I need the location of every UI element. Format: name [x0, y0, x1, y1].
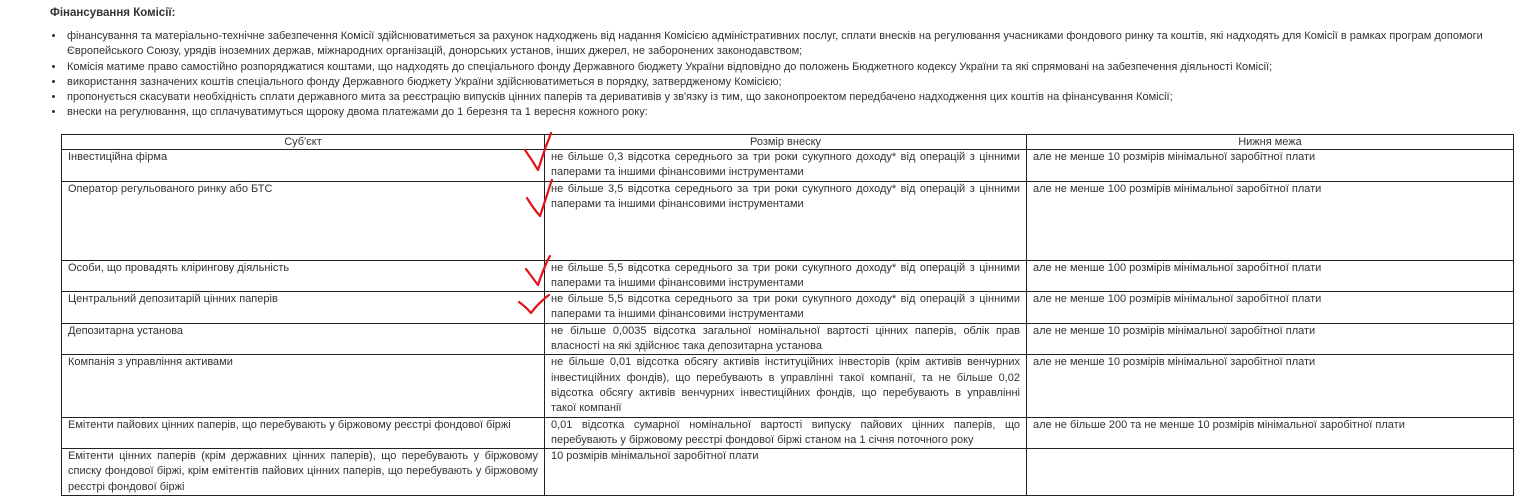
fees-table [61, 134, 1514, 496]
table-row [62, 417, 1514, 449]
table-row [62, 292, 1514, 324]
table-row [62, 150, 1514, 182]
cell-min: але не менше 100 розмірів мінімальної заробітної плати [1027, 181, 1514, 260]
cell-min [1027, 449, 1514, 496]
table-row [62, 181, 1514, 260]
bullet-item: • Комісія матиме право самостійно розпоряджатися коштами, що надходять до спеціального фонду Державного бюджету України відповідно до положень Бюджетного кодексу України та які спрямовані на забезпечення діяльності Комісії; [65, 60, 1495, 75]
cell-subject: Центральний депозитарій цінних паперів [62, 292, 545, 324]
cell-min: але не більше 200 та не менше 10 розмірів мінімальної заробітної плати [1027, 417, 1514, 449]
cell-subject: Депозитарна установа [62, 323, 545, 355]
table-header-row [62, 135, 1514, 150]
cell-fee: не більше 5,5 відсотка середнього за три роки сукупного доходу* від операцій з цінними паперами та іншими фінансовими інструментами [545, 292, 1027, 324]
cell-fee: не більше 0,01 відсотка обсягу активів інституційних інвесторів (крім активів венчурних інвестиційних фондів), що перебувають в управлінні такої компанії, та не більше 0,02 відсотка обсягу активів венчурних інвестиційних фондів, що перебувають в управлінні такої компанії [545, 355, 1027, 417]
table-row [62, 449, 1514, 496]
section-heading: Фінансування Комісії: [50, 7, 176, 19]
cell-fee: не більше 5,5 відсотка середнього за три роки сукупного доходу* від операцій з цінними паперами та іншими фінансовими інструментами [545, 260, 1027, 292]
header-min: Нижня межа [1027, 135, 1514, 150]
bullet-item: • внески на регулювання, що сплачуватимуться щороку двома платежами до 1 березня та 1 вересня кожного року: [65, 105, 1495, 120]
cell-subject: Емітенти пайових цінних паперів, що перебувають у біржовому реєстрі фондової біржі [62, 417, 545, 449]
bullet-item: • використання зазначених коштів спеціального фонду Державного бюджету України здійснюватиметься в порядку, затвердженому Комісією; [65, 75, 1495, 90]
cell-fee: не більше 0,0035 відсотка загальної номінальної вартості цінних паперів, облік прав власності на які здійснює така депозитарна установа [545, 323, 1027, 355]
header-fee: Розмір внеску [545, 135, 1027, 150]
cell-min: але не менше 10 розмірів мінімальної заробітної плати [1027, 150, 1514, 182]
table-row [62, 323, 1514, 355]
cell-subject: Особи, що провадять клірингову діяльність [62, 260, 545, 292]
cell-min: але не менше 100 розмірів мінімальної заробітної плати [1027, 292, 1514, 324]
table-row [62, 355, 1514, 417]
table-row [62, 260, 1514, 292]
cell-subject: Оператор регульованого ринку або БТС [62, 181, 545, 260]
cell-subject: Інвестиційна фірма [62, 150, 545, 182]
bullet-list [55, 29, 1495, 121]
cell-fee: 0,01 відсотка сумарної номінальної вартості випуску пайових цінних паперів, що перебувають у біржовому реєстрі фондової біржі станом на 1 січня поточного року [545, 417, 1027, 449]
cell-fee: не більше 0,3 відсотка середнього за три роки сукупного доходу* від операцій з цінними паперами та іншими фінансовими інструментами [545, 150, 1027, 182]
bullet-item: • пропонується скасувати необхідність сплати державного мита за реєстрацію випусків цінних паперів та деривативів у зв'язку із тим, що законопроектом передбачено надходження цих коштів на фінансування Комісії; [65, 90, 1495, 105]
header-subject: Суб'єкт [62, 135, 545, 150]
cell-subject: Емітенти цінних паперів (крім державних цінних паперів), що перебувають у біржовому списку фондової біржі, крім емітентів пайових цінних паперів, що перебувають у біржовому реєстрі фондової біржі [62, 449, 545, 496]
cell-fee: 10 розмірів мінімальної заробітної плати [545, 449, 1027, 496]
cell-fee: не більше 3,5 відсотка середнього за три роки сукупного доходу* від операцій з цінними паперами та іншими фінансовими інструментами [545, 181, 1027, 260]
cell-min: але не менше 100 розмірів мінімальної заробітної плати [1027, 260, 1514, 292]
bullet-item: • фінансування та матеріально-технічне забезпечення Комісії здійснюватиметься за рахунок надходжень від надання Комісією адміністративних послуг, сплати внесків на регулювання учасниками фондового ринку та коштів, які надходять для Комісії в рамках програм допомоги Європейського Союзу, урядів іноземних держав, міжнародних організацій, донорських установ, інших джерел, не заборонених законодавством; [65, 29, 1495, 60]
cell-min: але не менше 10 розмірів мінімальної заробітної плати [1027, 355, 1514, 417]
cell-min: але не менше 10 розмірів мінімальної заробітної плати [1027, 323, 1514, 355]
cell-subject: Компанія з управління активами [62, 355, 545, 417]
